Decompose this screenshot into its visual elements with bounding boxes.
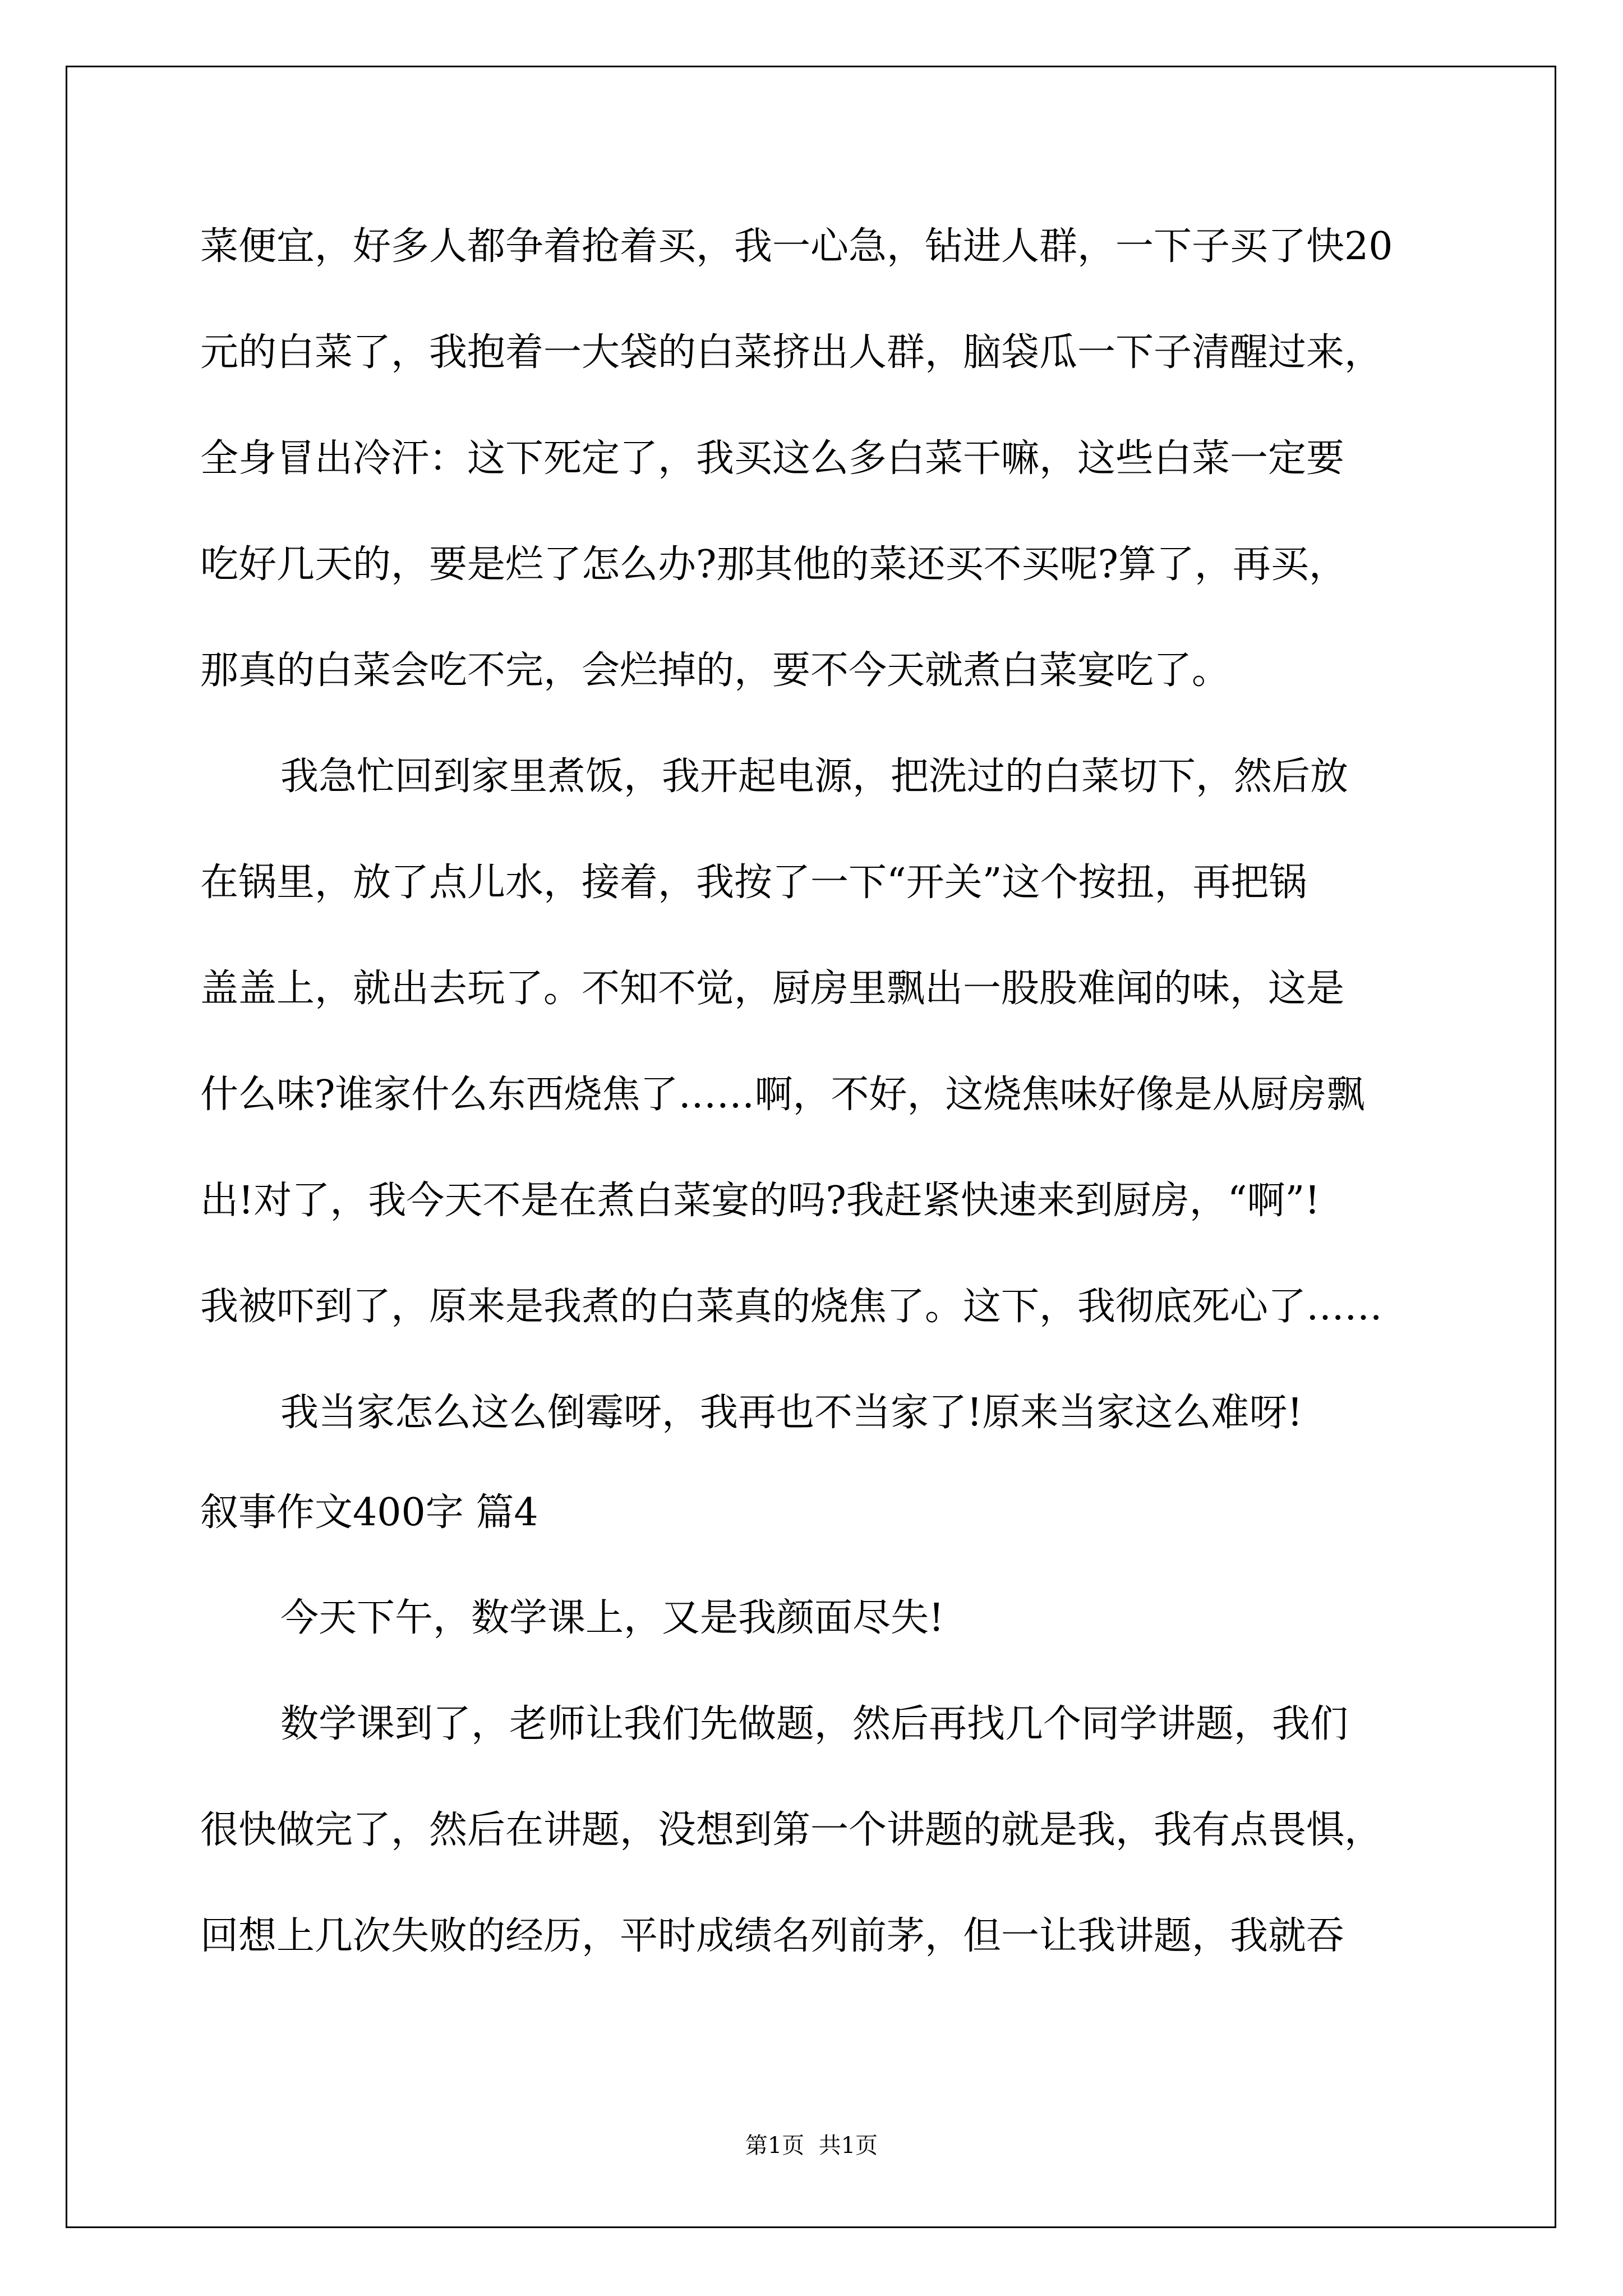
text-line-8: 盖盖上，就出去玩了。不知不觉，厨房里飘出一股股难闻的味，这是 xyxy=(200,967,1345,1011)
text-line-9: 什么味?谁家什么东西烧焦了……啊，不好，这烧焦味好像是从厨房飘 xyxy=(200,1073,1365,1117)
text-line-6: 我急忙回到家里煮饭，我开起电源，把洗过的白菜切下，然后放 xyxy=(280,754,1349,799)
section-heading: 叙事作文400字 篇4 xyxy=(200,1490,538,1535)
page-footer: 第1页 共1页 xyxy=(745,2133,878,2159)
text-line-2: 元的白菜了，我抱着一大袋的白菜挤出人群，脑袋瓜一下子清醒过来， xyxy=(200,330,1383,375)
text-line-7: 在锅里，放了点儿水，接着，我按了一下“开关”这个按扭，再把锅 xyxy=(200,861,1307,905)
text-line-10: 出!对了，我今天不是在煮白菜宴的吗?我赶紧快速来到厨房，“啊”! xyxy=(200,1179,1320,1223)
page-border xyxy=(66,66,1556,2228)
text-line-4: 吃好几天的，要是烂了怎么办?那其他的菜还买不买呢?算了，再买， xyxy=(200,542,1347,587)
text-line-3: 全身冒出冷汗：这下死定了，我买这么多白菜干嘛，这些白菜一定要 xyxy=(200,436,1345,481)
text-line-5: 那真的白菜会吃不完，会烂掉的，要不今天就煮白菜宴吃了。 xyxy=(200,648,1230,693)
text-line-16: 很快做完了，然后在讲题，没想到第一个讲题的就是我，我有点畏惧， xyxy=(200,1808,1383,1852)
text-line-1: 菜便宜，好多人都争着抢着买，我一心急，钻进人群，一下子买了快20 xyxy=(200,224,1393,269)
text-line-11: 我被吓到了，原来是我煮的白菜真的烧焦了。这下，我彻底死心了…… xyxy=(200,1285,1383,1329)
text-line-12: 我当家怎么这么倒霉呀，我再也不当家了!原来当家这么难呀! xyxy=(280,1391,1303,1435)
text-line-17: 回想上几次失败的经历，平时成绩名列前茅，但一让我讲题，我就吞 xyxy=(200,1914,1345,1958)
text-line-14: 今天下午，数学课上，又是我颜面尽失! xyxy=(280,1596,944,1640)
text-line-15: 数学课到了，老师让我们先做题，然后再找几个同学讲题，我们 xyxy=(280,1702,1349,1746)
